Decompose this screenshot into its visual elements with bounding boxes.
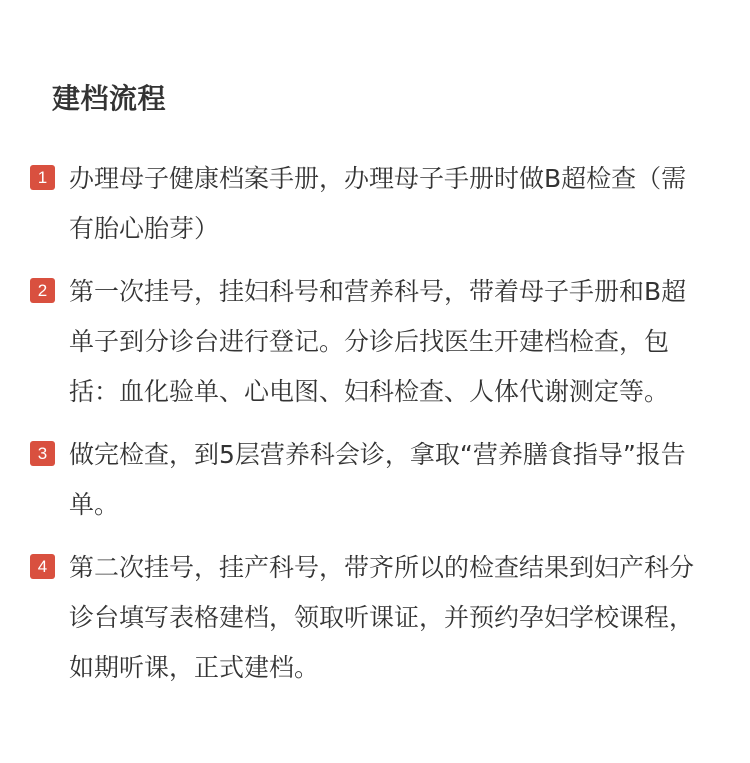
- step-number-badge: 1: [30, 165, 55, 190]
- list-item-step-3: [28, 430, 708, 530]
- list-item-step-1: [28, 154, 708, 254]
- step-text: 第一次挂号，挂妇科号和营养科号，带着母子手册和B超单子到分诊台进行登记。分诊后找医生开建档检查，包括：血化验单、心电图、妇科检查、人体代谢测定等。: [69, 277, 687, 406]
- page-title: 建档流程: [52, 81, 167, 115]
- step-list: [28, 154, 708, 706]
- step-number-badge: 3: [30, 441, 55, 466]
- list-item-step-4: [28, 543, 708, 693]
- step-text: 第二次挂号，挂产科号，带齐所以的检查结果到妇产科分诊台填写表格建档，领取听课证，并预约孕妇学校课程，如期听课，正式建档。: [69, 553, 695, 682]
- step-text: 做完检查，到5层营养科会诊，拿取“营养膳食指导”报告单。: [69, 440, 686, 519]
- step-number-badge: 2: [30, 278, 55, 303]
- step-number-badge: 4: [30, 554, 55, 579]
- step-text: 办理母子健康档案手册，办理母子手册时做B超检查（需有胎心胎芽）: [69, 164, 687, 243]
- list-item-step-2: [28, 267, 708, 417]
